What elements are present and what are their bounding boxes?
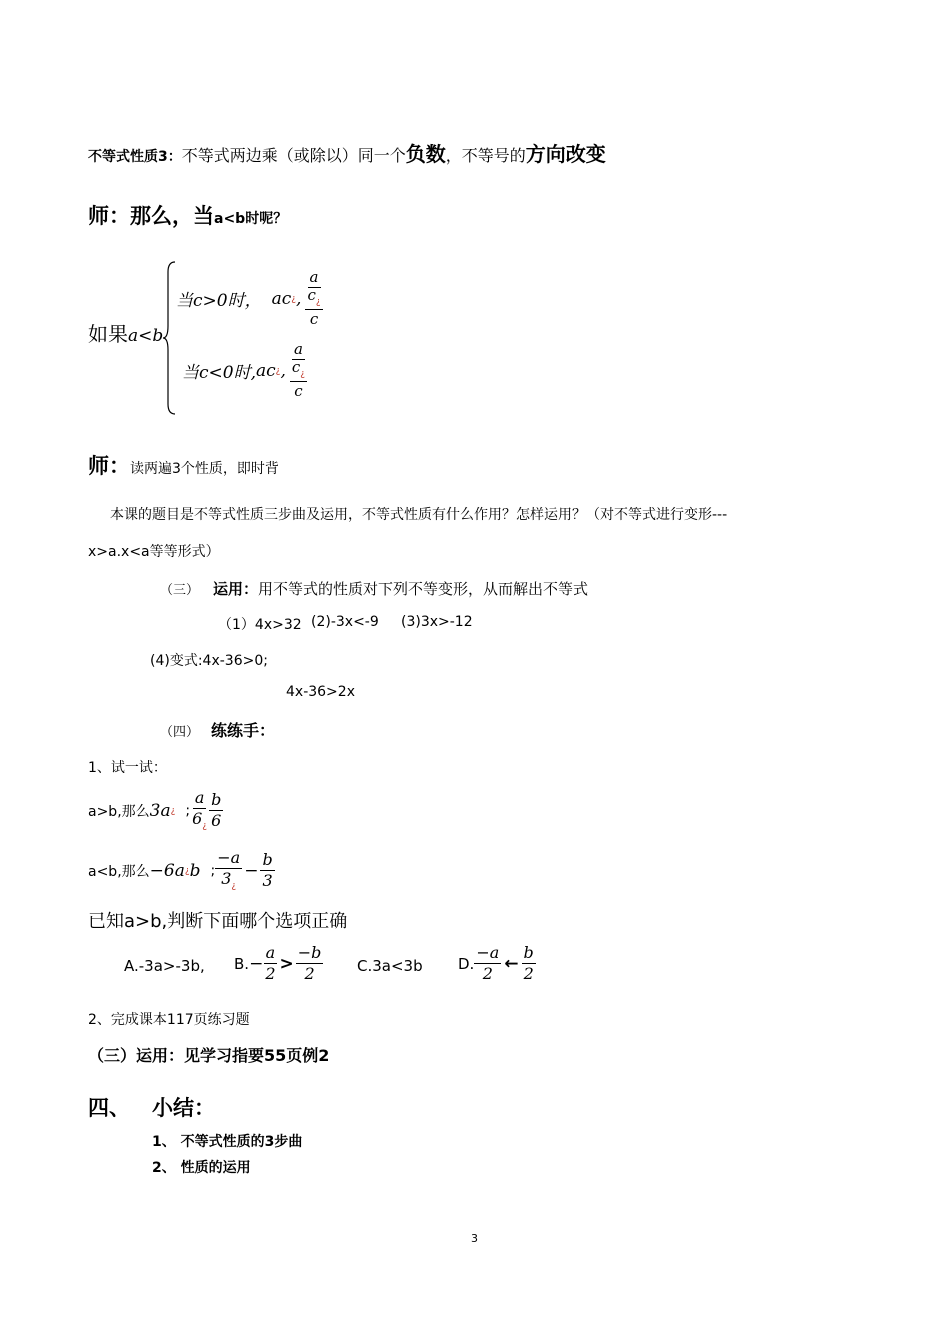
section3-text: 用不等式的性质对下列不等变形，从而解出不等式: [258, 580, 589, 598]
fraction-numerator: a: [309, 268, 319, 286]
fraction-numerator: a: [293, 340, 303, 358]
page-number: 3: [471, 1232, 478, 1245]
case-negative: [182, 342, 307, 399]
property3-text-a: 不等式两边乘（或除以）同一个: [181, 146, 406, 165]
try-line2-fraction-b: $\frac{b}{3}$: [262, 850, 273, 891]
try-line2-minus: −: [244, 860, 259, 881]
try-line2: [88, 850, 275, 891]
teacher-question: [88, 200, 287, 230]
try-line1-expr: 3a: [149, 800, 171, 821]
summary-item-2: 2、 性质的运用: [152, 1160, 251, 1176]
try-line2-semi: ;: [210, 862, 216, 879]
option-b-fraction-2: $\frac{-b}{2}$: [297, 943, 322, 983]
section3-title: 运用：: [213, 580, 259, 598]
option-c: C.3a<3b: [357, 957, 423, 975]
placeholder-mark: ¿: [170, 805, 176, 816]
fraction-denominator: c: [309, 310, 319, 328]
option-d-fraction-2: $\frac{b}{2}$: [523, 943, 534, 983]
placeholder-mark: ¿: [291, 293, 297, 304]
if-label: [88, 318, 163, 347]
property3-direction: 方向改变: [525, 142, 606, 166]
case-negative-prefix: 当c<0时,: [182, 363, 256, 383]
exercise-4: (4)变式:4x-36>0;: [150, 653, 268, 669]
placeholder-mark: ¿: [184, 865, 190, 876]
teacher-instruction: [88, 450, 279, 480]
try-line2-expr: −6a: [149, 860, 185, 881]
case-negative-sep: ,: [280, 360, 286, 381]
property3-line: [88, 138, 606, 167]
section4-heading: [160, 718, 275, 741]
teacher-question-a: 师：那么，当: [88, 204, 214, 228]
exercise-1: （1）4x>32: [218, 617, 302, 633]
option-d-fraction-1: $\frac{-a}{2}$: [476, 943, 500, 983]
case-positive-expr: ac: [271, 288, 292, 309]
case-negative-fraction: [290, 342, 307, 399]
option-a: A.-3a>-3b,: [124, 957, 205, 975]
try-line1: [88, 790, 223, 831]
try-line2-fraction-a: $\frac{-a}{3_¿}$: [217, 848, 241, 892]
case-positive: [176, 270, 323, 327]
try-title: 1、试一试：: [88, 760, 167, 776]
paragraph-line2: x>a.x<a等等形式）: [88, 544, 220, 560]
fraction-denominator: c: [294, 382, 303, 400]
section3-number: （三）: [160, 583, 200, 598]
summary-heading: [88, 1092, 215, 1122]
case-positive-fraction: [305, 270, 322, 327]
exercise-5: 4x-36>2x: [286, 684, 355, 700]
try-line2-tail: b: [189, 860, 201, 881]
case-positive-sep: ,: [296, 288, 302, 309]
paragraph-line1: 本课的题目是不等式性质三步曲及运用，不等式性质有什么作用？怎样运用？（对不等式进行变形---: [110, 507, 728, 523]
summary-number: 四、: [88, 1096, 130, 1120]
section4-title: 练练手：: [211, 721, 276, 740]
judge-question: 已知a>b,判断下面哪个选项正确: [88, 911, 348, 932]
placeholder-mark: ¿: [275, 365, 281, 376]
summary-title: 小结：: [152, 1096, 215, 1120]
exercise-3: (3)3x>-12: [401, 614, 473, 630]
try-line1-pre: a>b,那么: [88, 803, 150, 820]
teacher-instruction-a: 师：: [88, 454, 130, 478]
option-d: D. $\frac{-a}{2}$ ← $\frac{b}{2}$: [458, 943, 534, 983]
if-condition: a<b: [128, 326, 164, 346]
property3-label: 不等式性质3：: [88, 149, 182, 165]
try-line1-fraction-b: $\frac{b}{6}$: [211, 790, 222, 831]
fraction-middle: $c_¿$: [305, 288, 322, 310]
property3-text-b: ，不等号的: [445, 146, 526, 165]
teacher-instruction-b: 读两遍3个性质，即时背: [130, 461, 279, 477]
section3-heading: [160, 578, 588, 599]
summary-item-1: 1、 不等式性质的3步曲: [152, 1134, 303, 1150]
try-line1-semi: ;: [185, 802, 191, 819]
exercise-2: (2)-3x<-9: [311, 614, 379, 630]
apply-line: （三）运用：见学习指要55页例2: [88, 1046, 330, 1065]
section4-number: （四）: [160, 725, 200, 740]
try-line2-pre: a<b,那么: [88, 863, 150, 880]
option-b: B. − $\frac{a}{2}$ > $\frac{-b}{2}$: [234, 943, 322, 983]
teacher-question-b: a<b时呢？: [214, 211, 288, 227]
if-word: 如果: [88, 322, 128, 346]
fraction-middle: $c_¿$: [290, 360, 307, 382]
case-negative-expr: ac: [256, 360, 276, 381]
case-positive-prefix: 当c>0时，: [176, 291, 262, 311]
property3-negative: 负数: [405, 142, 446, 166]
option-b-fraction-1: $\frac{a}{2}$: [265, 943, 276, 983]
homework-line: 2、完成课本117页练习题: [88, 1012, 250, 1028]
try-line1-fraction-a: $\frac{a}{6_¿}$: [192, 788, 208, 832]
